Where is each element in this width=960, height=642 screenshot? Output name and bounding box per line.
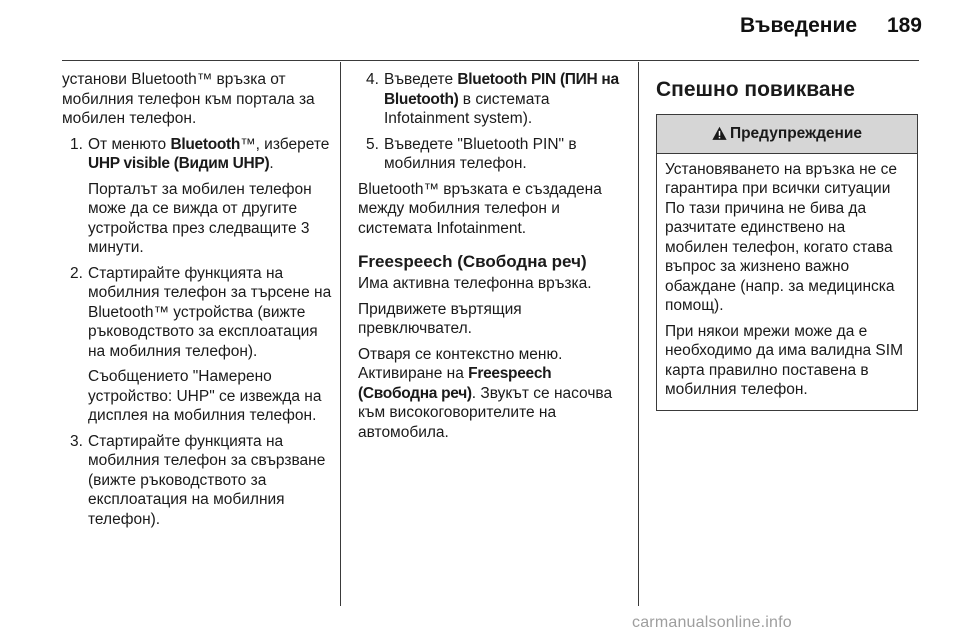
watermark: carmanualsonline.info xyxy=(632,614,792,631)
step-4-text xyxy=(384,70,626,129)
freespeech-paragraph-1: Има активна телефонна връзка. xyxy=(358,275,592,292)
text-run: Активиране на xyxy=(358,365,469,382)
text-run: . Звукът се насочва към високоговорителите на автомобила. xyxy=(358,384,613,441)
step-1-text xyxy=(88,135,332,174)
step-4 xyxy=(358,70,626,129)
menu-option-label: UHP visible (Видим UHP) xyxy=(88,155,270,172)
text-run: ™, изберете xyxy=(240,135,330,153)
step-number: 3. xyxy=(70,432,83,450)
text-run: в системата Infotainment system). xyxy=(384,90,550,127)
step-number: 2. xyxy=(70,264,83,282)
intro-paragraph: установи Bluetooth™ връзка от мобилния телефон към портала за мобилен телефон. xyxy=(62,71,315,127)
step-number: 1. xyxy=(70,135,83,153)
column-1 xyxy=(62,70,332,535)
emergency-call-heading: Спешно повикване xyxy=(656,78,855,101)
page-title: Въведение xyxy=(740,14,858,37)
text-run: Отваря се контекстно меню. xyxy=(358,345,563,363)
warning-paragraph-1: Установяването на връзка не се гарантира при всички ситуации По тази причина не бива да разчитате единствено на мобилен телефон, когато става въпрос за жизнено важно обаждане (напр. за медицинска помощ). xyxy=(665,160,897,314)
step-number: 4. xyxy=(366,71,379,88)
steps-list-2 xyxy=(358,70,626,174)
step-5-text: Въведете "Bluetooth PIN" в мобилния телефон. xyxy=(384,135,577,172)
warning-box xyxy=(656,114,918,411)
step-2-note: Съобщението "Намерено устройство: UHP" се извежда на дисплея на мобилния телефон. xyxy=(88,368,322,424)
freespeech-heading: Freespeech (Свободна реч) xyxy=(358,252,587,271)
menu-option-label: Freespeech (Свободна реч) xyxy=(358,365,552,402)
step-2 xyxy=(62,264,332,426)
freespeech-paragraph-2: Придвижете въртящия превключвател. xyxy=(358,300,522,337)
menu-option-label: Bluetooth PIN (ПИН на Bluetooth) xyxy=(384,71,619,108)
step-number: 5. xyxy=(366,135,379,153)
freespeech-paragraph-3 xyxy=(358,345,626,443)
step-2-text: Стартирайте функцията на мобилния телефон за търсене на Bluetooth™ устройства (вижте ръководството за експлоатация на мобилния телефон). xyxy=(88,264,332,360)
page-number: 189 xyxy=(886,14,922,37)
steps-list-1 xyxy=(62,135,332,530)
step-3-text: Стартирайте функцията на мобилния телефон за свързване (вижте ръководството за експлоатация на мобилния телефон). xyxy=(88,432,326,528)
warning-paragraph-2: При някои мрежи може да е необходимо да има валидна SIM карта правилно поставена в мобилния телефон. xyxy=(665,322,903,398)
step-3 xyxy=(62,432,332,530)
column-divider-1 xyxy=(340,62,341,606)
text-run: От менюто xyxy=(88,135,171,153)
menu-label: Bluetooth xyxy=(170,135,241,153)
step-1-note: Порталът за мобилен телефон може да се вижда от другите устройства през следващите 3 минути. xyxy=(88,180,312,256)
text-run: . xyxy=(269,155,274,172)
warning-header xyxy=(657,115,917,154)
column-divider-2 xyxy=(638,62,639,606)
header-divider xyxy=(62,60,919,61)
column-3 xyxy=(656,70,918,411)
warning-title: Предупреждение xyxy=(729,125,863,142)
warning-body xyxy=(657,154,917,410)
warning-triangle-icon xyxy=(712,126,727,141)
step-1 xyxy=(62,135,332,258)
text-run: Въведете xyxy=(384,71,458,88)
step-5 xyxy=(358,135,626,174)
column-2 xyxy=(358,70,626,448)
connection-established-text: Bluetooth™ връзката е създадена между мобилния телефон и системата Infotainment. xyxy=(358,180,602,237)
